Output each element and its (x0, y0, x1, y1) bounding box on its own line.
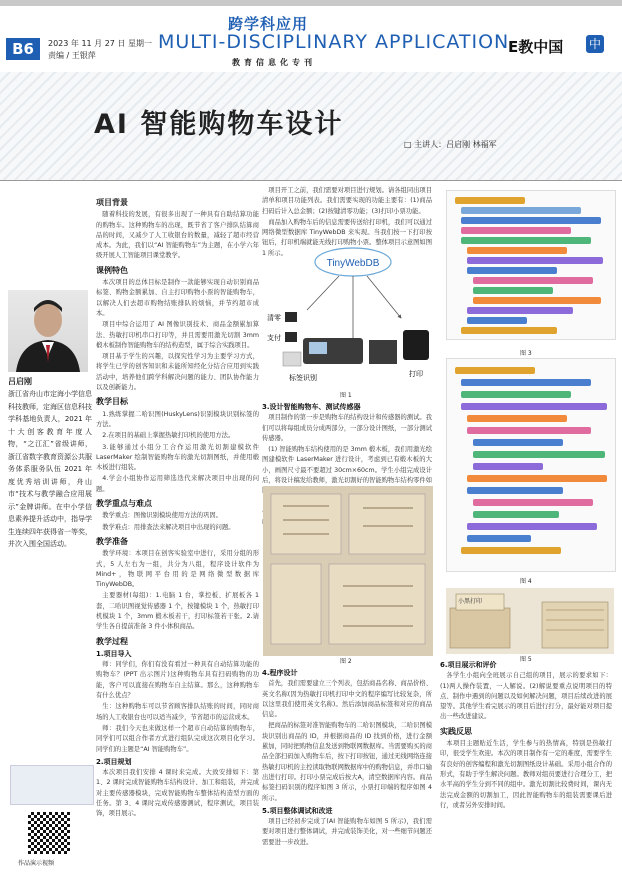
paragraph: 本次项目的总体目标是制作一款能够实现自动识别商品标签、购物金额累加、自主打印购物小票的智能购物车，以解决人们去超市购物结账排队的烦恼，并节约超市成本。 (96, 279, 259, 317)
heading-keypoints: 教学重点与难点 (96, 499, 152, 509)
figure-4-caption: 图 4 (520, 578, 532, 585)
key-point: 教学重点：图像识别模块使用方法的巩固。 (102, 512, 222, 520)
paragraph: 把商品的标签对准智能购物车的二哈识图模块，二哈识图模块识别出商品的 ID，并根据商品的 ID 找到价格，进行金额累加，同时把购物信息发送到物联网数据库。当需要购买的商品全部扫码加入购物车后，按下打印按钮，通过无线网络连接热敏打印机的主控读取物联网数据库中的购物信息，并串口输出进行打印。打印小票完成后按大A，清空数据库内容。商品标签扫码识别的程序如图 3 所示，小票打印端的程序如图 4 所示。 (262, 722, 433, 802)
paragraph: 各学生小组向全班展示自己组的项目，展示的要求如下：(1)两人操作装置，一人解说。(2)解说要重点说明项目的特点、制作中遇到的问题以及如何解决问题，项目后续改进的展望等。其他学生看完展示的项目后进行打分，最好能对项目提出一些改进建议。 (440, 672, 612, 721)
printer-sign: 小黑打印 (458, 598, 483, 605)
editor-line: 责编 / 王银萍 (48, 51, 96, 60)
goal-item: 3.能够通过小组分工合作运用激光切割建模软件 LaserMaker 绘制智能购物车的激光切割图纸，并使用椴木板进行组装。 (96, 443, 259, 472)
paragraph: 项目制作的第一步是购物车的结构设计和传感器的测试。我们可以将每组成员分成两部分，一部分设计图纸，一部分测试传感器。 (262, 414, 433, 442)
step-heading: 3.设计智能购物车、测试传感器 (262, 403, 361, 411)
paragraph: 本次项目我们安排 4 课时来完成。大致安排如下：第 1、2 课时完成智能购物车结构设计、加工和组装，并完成对主要传感器模块，完成智能购物车整体结构造型方面的任务。第 3、4 课时完成传感器测试，程序测试，项目装饰，项目展示。 (96, 769, 259, 818)
paragraph: 随着科技的发展，有很多出现了一种具有自助结算功能的购物车。这种购物车的出现，既节省了客户排队结算商品的时间，又减少了人工收银台的数量，减轻了超市经营成本。为此，我们以“AI 智能购物车”为主题，在小学六年级开展人工智能项目课堂教学。 (96, 211, 259, 260)
paragraph: 主要器材(每组)：1.电脑 1 台，掌控板、扩展板各 1 套，二哈识图视觉传感器 1 个，按键模块 1 个，热敏打印机模块 1 个，3mm 椴木板若干，打印标签若干张。2.请学生各自提前准备 3 件小体积商品。 (96, 592, 259, 631)
step-heading: 6.项目展示和评价 (440, 661, 497, 669)
heading-reflection: 实践反思 (440, 726, 472, 736)
article-headline: AI 智能购物车设计 (94, 109, 344, 140)
heading-process: 教学过程 (96, 636, 128, 646)
paragraph: (1) 智能购物车结构使用的是 3mm 椴木板，我们用激光绘图建模软件 LaserMaker 进行设计，考虑到已有椴木板的大小，画图尺寸最不要超过 30cm×60cm。学生小组完成设计后，将设计稿发给教师，激光切割好的智能购物车结构零件如 (262, 446, 433, 485)
figure-4-program-blocks (446, 358, 616, 572)
paragraph: 师：我们今天也来做这样一个超市自动结算的购物车，同学们可以组合作者方式进行组队完成这次项目化学习。同学们的主题是“AI 智能购物车”。 (96, 724, 259, 753)
goal-item: 4.学会小组协作运用筛选迭代来解决项目中出现的问题。 (96, 475, 259, 493)
heading-features: 课例特色 (96, 265, 128, 275)
paragraph: 生：这种购物车可以节省顾客排队结账的时间，同时商场的人工收银台也可以适当减少，节省超市的运营成本。 (96, 703, 259, 721)
publication-logo: E教中国 (508, 38, 564, 56)
difficulty: 教学难点：用排查法来解决项目中出现的问题。 (102, 523, 235, 531)
heading-background: 项目背景 (96, 198, 128, 207)
figure-3-program-blocks (446, 190, 616, 340)
article-host: □ 主讲人：吕启刚 林福军 (404, 140, 497, 149)
author-name: 吕启刚 (8, 377, 32, 386)
figure-1-caption: 图 1 (340, 392, 352, 399)
step-heading: 2.项目规划 (96, 757, 132, 766)
pay-button-module (285, 332, 297, 342)
paragraph: 首先，我们需要建立三个列表，包括商品名称、商品价格、英文名称(因为热敏打印机打印中文的程序编写比较复杂，所以这里我们使用英文名称)。然后添加商品标签和对应的商品信息。 (262, 680, 433, 719)
step-heading: 4.程序设计 (262, 669, 298, 677)
figure-5-caption: 图 5 (520, 656, 532, 663)
column-b-part-3 (262, 666, 432, 849)
printer-icon (403, 330, 429, 360)
printer-board (369, 340, 397, 364)
pay-label: 支付 (267, 335, 281, 342)
print-label: 打印 (409, 371, 423, 378)
author-bio: 浙江省舟山市定海小学信息科技教师，定海区信息科技学科基地负责人，2021 年十大创客教育年度人物，“之江汇”省级讲师，浙江省数字教育资源公共服务体系服务队伍 2021 年度优秀培训讲师，舟山市“技术与教学融合应用展示”金牌讲师。在中小学信息素养提升活动中，指导学生连续四年获得省一等奖，并次入围全国活动。 (8, 390, 92, 548)
author-photo (8, 290, 88, 372)
figure-5-photo (446, 588, 614, 654)
qr-caption: 作品演示视频 (18, 860, 55, 867)
paragraph: 项目已经初步完成了(AI 智能购物车如图 5 所示)，我们需要对项目进行整体调试，并完成装饰美化，对一些细节问题还需要进一步改进。 (262, 818, 433, 846)
column-a (96, 194, 259, 821)
section-kicker: 跨学科应用 (228, 15, 309, 33)
logo-mark-icon: 中 (586, 35, 604, 53)
goal-item: 1.熟练掌握二哈识图(HuskyLens)识别模块识别标签的方法。 (96, 410, 259, 428)
promo-image (10, 765, 94, 805)
heading-goals: 教学目标 (96, 397, 128, 407)
paragraph: 师：同学们，你们有没有看过一种具有自动结算功能的购物车？(PPT 出示图片)这种购物车具有扫码购物的功能，客户可以直接在购物车自主结算。那么，这种购物车有什么优点？ (96, 661, 259, 700)
paragraph: 教学环境：本项目在创客实验室中进行，采用分组的形式，5 人左右为一组，共分为八组，程序设计软件为 Mind+，物联网平台用的是网络微型数据库 TinyWebDB。 (96, 550, 259, 589)
banner-rule (0, 180, 622, 181)
page-number-badge: B6 (6, 38, 40, 60)
section-subtitle: 教育信息化专刊 (232, 58, 316, 67)
heading-prep: 教学准备 (96, 536, 128, 546)
top-rule (0, 0, 622, 6)
paragraph: 项目开工之前，我们需要对项目进行规划。请各组同出项目清单和项目功能列表。我们需要实现的功能主要有：(1)商品扫码后计入总金额；(2)按键清零功能；(3)打印小票功能。 (262, 187, 433, 215)
figure-3-caption: 图 3 (520, 350, 532, 357)
paragraph: 项目基于学生的兴趣，以探究性学习为主要学习方式，将学生已学的创客知识和未能所知经化分结合应用到实践活动中，培养他们跨学科解决问题的能力、团队协作能力以及创新能力。 (96, 353, 259, 392)
camera-module (283, 352, 301, 366)
paragraph: 本项目主题贴近生活，学生参与的热情高，特别是热敏打印，很受学生欢迎。本次的项目制作有一定的难度，需要学生有良好的创客编程和激光切割图纸设计基础。采用小组合作的形式，有助于学生解决问题。教师对组员要进行合理分工，把水平高的学生分到不同的组中。激光切割比较费时间，课内无法完成金额的切割加工，因此智能购物车的组装需要课后进行，或者另外安排时间。 (440, 740, 612, 809)
goal-item: 2.在项目的基础上掌握热敏打印机的使用方法。 (102, 432, 235, 440)
column-c (440, 658, 612, 812)
section-title: MULTI-DISCIPLINARY APPLICATION (158, 31, 510, 53)
step-heading: 5.项目整体调试和改进 (262, 806, 333, 815)
step-heading: 1.项目导入 (96, 649, 132, 658)
figure-2-photo (263, 486, 433, 656)
clear-button-module (285, 312, 297, 322)
recognition-label: 标签识别 (289, 375, 317, 382)
figure-2-caption: 图 2 (340, 658, 352, 665)
clear-label: 清零 (267, 315, 281, 322)
figure-1-diagram (263, 240, 433, 390)
db-label: TinyWebDB (326, 258, 380, 269)
paragraph: 项目中综合运用了 AI 图像识别技术、商品金额累加算法、热敏打印机串口打印等，并且需要用激光切割 3mm 椴木板制作智能购物车的结构造型，属于综合实践项目。 (96, 321, 259, 349)
qr-code[interactable] (28, 812, 70, 854)
paragraph: 商品加入购物车后的信息需要传送给打印机，我们可以通过网络微型数据库 TinyWebDB 来实现。当我们按一下打印按钮后，打印机端就能无线打印购物小票。整体项目示意图如图 1 所示。 (262, 218, 433, 257)
date-line: 2023 年 11 月 27 日 星期一 (48, 39, 152, 48)
